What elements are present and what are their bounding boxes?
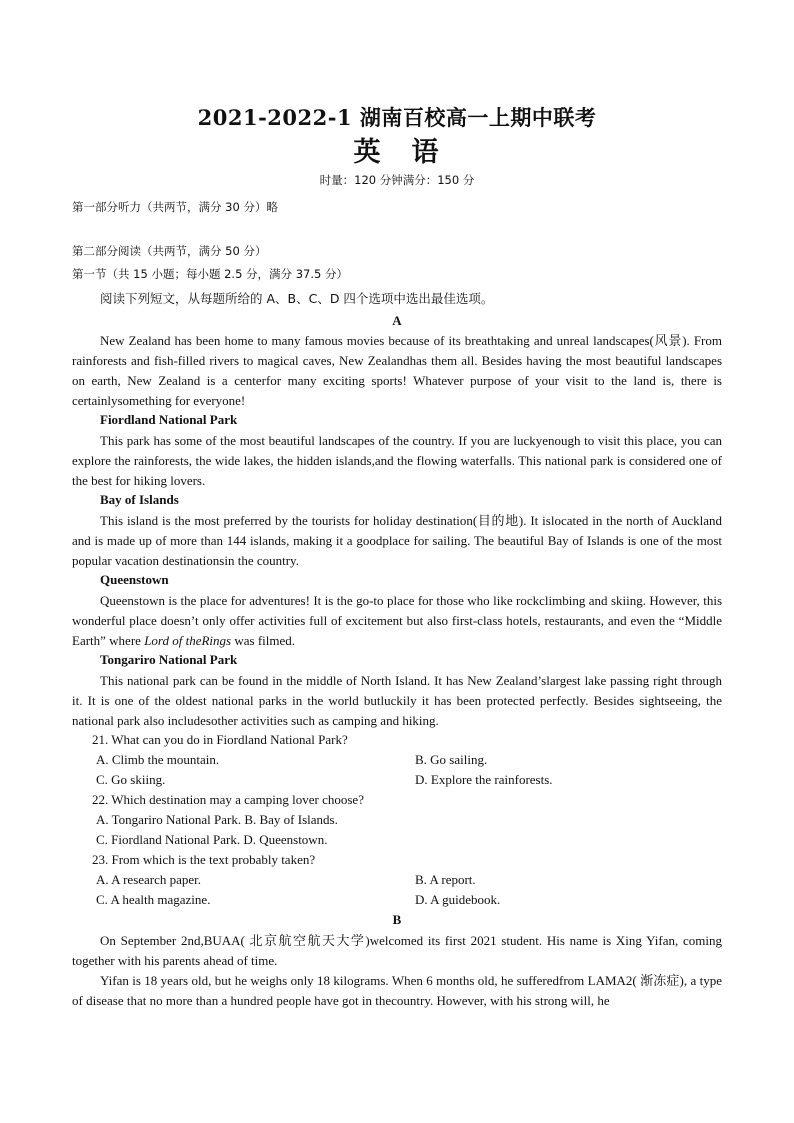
passage-b-paragraph-1: On September 2nd,BUAA( 北京航空航天大学)welcomed its first 2021 student. His name is Xing Yifan, coming together with his parents ahead of time. bbox=[72, 933, 722, 968]
q23-option-a: A. A research paper. bbox=[96, 872, 202, 887]
queenstown-text-a: Queenstown is the place for adventures! It is the go-to place for those who like rockclimbing and skiing. However, this wonderful place doesn’t only offer activities full of excitement but also first-class hotels, restaurants, and even the “Middle Earth” where bbox=[72, 593, 722, 648]
question-23: 23. From which is the text probably taken? bbox=[92, 852, 316, 867]
fiordland-paragraph: This park has some of the most beautiful landscapes of the country. If you are luckyenough to visit this place, you can explore the rainforests, the wide lakes, the hidden islands,and the flowing waterfalls. This national park is considered one of the best for hiking lovers. bbox=[72, 433, 722, 488]
q21-option-a: A. Climb the mountain. bbox=[96, 752, 220, 767]
bay-heading: Bay of Islands bbox=[100, 492, 179, 507]
q21-option-b: B. Go sailing. bbox=[415, 752, 488, 767]
q23-option-c: C. A health magazine. bbox=[96, 892, 211, 907]
q21-option-d: D. Explore the rainforests. bbox=[415, 772, 553, 787]
exam-title: 2021-2022-1 湖南百校高一上期中联考 bbox=[197, 105, 597, 130]
q21-option-c: C. Go skiing. bbox=[96, 772, 166, 787]
part2-heading: 第二部分阅读（共两节，满分 50 分） bbox=[72, 244, 267, 258]
fiordland-heading: Fiordland National Park bbox=[100, 412, 238, 427]
queenstown-heading: Queenstown bbox=[100, 572, 169, 587]
exam-meta: 时量：120 分钟满分：150 分 bbox=[319, 173, 475, 187]
tongariro-heading: Tongariro National Park bbox=[100, 652, 238, 667]
queenstown-film-title: Lord of theRings bbox=[144, 633, 232, 648]
passage-a-intro: New Zealand has been home to many famous movies because of its breathtaking and unreal landscapes(风景). From rainforests and fish-filled rivers to magical caves, New Zealandhas them all. Besides having the most beautiful landscapes on earth, New Zealand is a centerfor many exciting sports! Whatever purpose of your visit to the land is, there is certainlysomething for everyone! bbox=[72, 333, 722, 408]
passage-a-label: A bbox=[392, 313, 402, 328]
q23-option-b: B. A report. bbox=[415, 872, 476, 887]
section1-heading: 第一节（共 15 小题；每小题 2.5 分，满分 37.5 分） bbox=[72, 267, 348, 281]
q22-options-cd: C. Fiordland National Park. D. Queenstown. bbox=[96, 832, 328, 847]
queenstown-paragraph bbox=[72, 591, 722, 651]
question-22: 22. Which destination may a camping lover choose? bbox=[92, 792, 364, 807]
q23-option-d: D. A guidebook. bbox=[415, 892, 501, 907]
instruction: 阅读下列短文，从每题所给的 A、B、C、D 四个选项中选出最佳选项。 bbox=[100, 291, 494, 306]
queenstown-text-b: was filmed. bbox=[231, 633, 296, 648]
passage-b-label: B bbox=[392, 912, 402, 927]
passage-b-paragraph-2: Yifan is 18 years old, but he weighs only 18 kilograms. When 6 months old, he sufferedfrom LAMA2( 渐冻症), a type of disease that no more than a hundred people have got in thecountry. However, with his strong will, he bbox=[72, 973, 722, 1008]
tongariro-paragraph: This national park can be found in the middle of North Island. It has New Zealand’slargest lake passing right through it. It is one of the oldest national parks in the world butluckily it has been protected perfectly. Besides sightseeing, the national park also includesother activities such as camping and hiking. bbox=[72, 673, 722, 728]
q22-options-ab: A. Tongariro National Park. B. Bay of Islands. bbox=[96, 812, 338, 827]
question-21: 21. What can you do in Fiordland National Park? bbox=[92, 732, 348, 747]
bay-paragraph: This island is the most preferred by the tourists for holiday destination(目的地). It islocated in the north of Auckland and is made up of more than 144 islands, making it a goodplace for sailing. The beautiful Bay of Islands is one of the most popular vacation destinationsin the country. bbox=[72, 513, 722, 568]
part1-heading: 第一部分听力（共两节，满分 30 分）略 bbox=[72, 200, 278, 214]
subject-title: 英 语 bbox=[353, 137, 441, 168]
